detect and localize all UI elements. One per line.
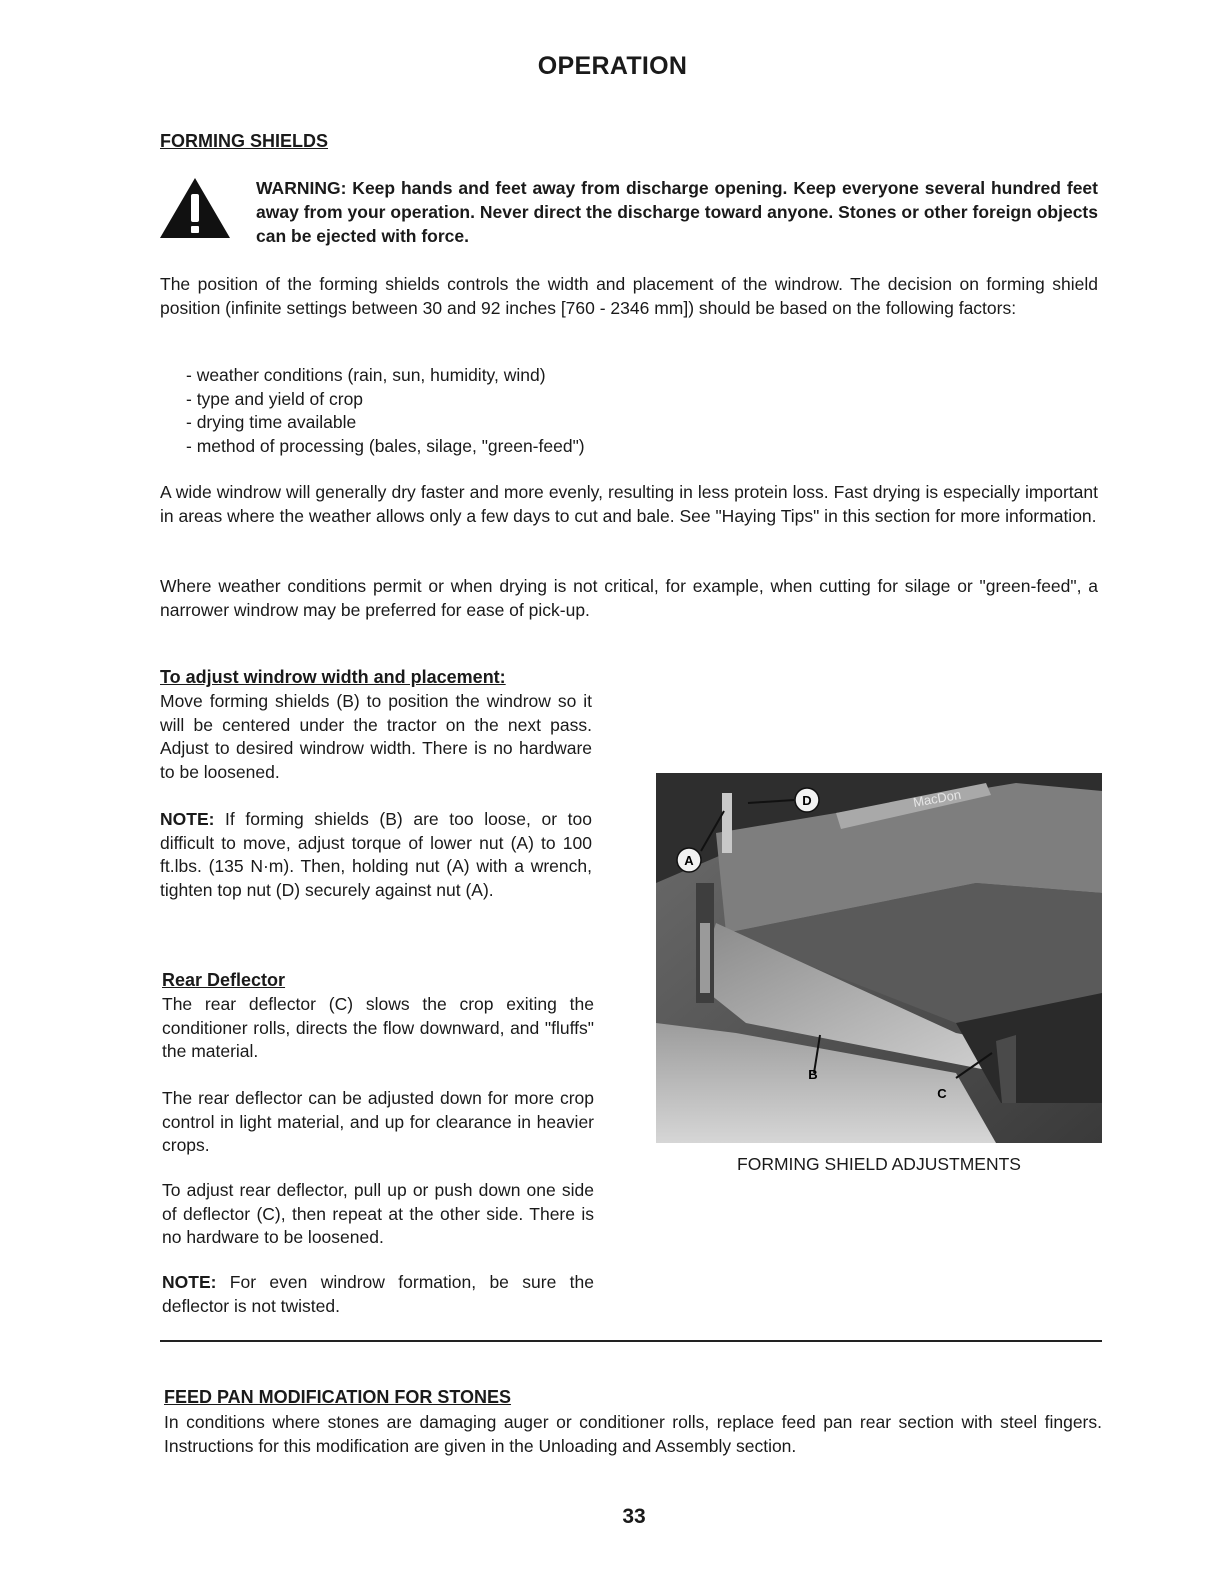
wide-windrow-paragraph: A wide windrow will generally dry faster and more evenly, resulting in less protein loss. Fast drying is especially important in areas where the weather allows only a few days to cut and bale. See "Haying Tips" in this section for more information. xyxy=(160,482,1098,526)
narrow-windrow-paragraph: Where weather conditions permit or when drying is not critical, for example, when cutting for silage or "green-feed", a narrower windrow may be preferred for ease of pick-up. xyxy=(160,576,1098,620)
factor-item: - type and yield of crop xyxy=(186,388,364,409)
label-d: D xyxy=(802,793,812,808)
rear-deflector-paragraph-2: The rear deflector can be adjusted down for more crop control in light material, and up for clearance in heavier crops. xyxy=(162,1088,594,1155)
brand-decal: MacDon xyxy=(911,786,963,810)
feed-pan-paragraph: In conditions where stones are damaging auger or conditioner rolls, replace feed pan rear section with steel fingers. Instructions for this modification are given in the Unloading and Assembly section. xyxy=(164,1412,1102,1456)
page-number: 33 xyxy=(622,1505,646,1528)
adjust-heading: To adjust windrow width and placement: xyxy=(160,667,506,687)
factor-item: - method of processing (bales, silage, "green-feed") xyxy=(186,435,585,456)
forming-shields-heading: FORMING SHIELDS xyxy=(160,131,329,151)
feed-pan-heading: FEED PAN MODIFICATION FOR STONES xyxy=(164,1387,512,1407)
label-a: A xyxy=(684,853,694,868)
rear-deflector-heading: Rear Deflector xyxy=(162,970,286,990)
figure-caption: FORMING SHIELD ADJUSTMENTS xyxy=(737,1154,1021,1174)
rear-deflector-paragraph-1: The rear deflector (C) slows the crop exiting the conditioner rolls, directs the flow downward, and "fluffs" the material. xyxy=(162,994,594,1061)
note-label: NOTE: xyxy=(162,1272,217,1292)
factor-item: - drying time available xyxy=(186,412,357,432)
note-text: For even windrow formation, be sure the deflector is not twisted. xyxy=(162,1272,594,1316)
rear-deflector-paragraph-3: To adjust rear deflector, pull up or push down one side of deflector (C), then repeat at the other side. There is no hardware to be loosened. xyxy=(162,1180,594,1247)
label-c: C xyxy=(937,1086,947,1101)
section-divider xyxy=(160,1340,1102,1342)
forming-shield-photo xyxy=(656,773,1102,1143)
adjust-paragraph: Move forming shields (B) to position the windrow so it will be centered under the tractor on the next pass. Adjust to desired windrow width. There is no hardware to be loosened. xyxy=(160,691,592,782)
rear-deflector-note xyxy=(162,1271,594,1318)
adjust-note xyxy=(160,808,592,902)
forming-shields-intro: The position of the forming shields controls the width and placement of the windrow. The decision on forming shield position (infinite settings between 30 and 92 inches [760 - 2346 mm]) should be based on the following factors: xyxy=(160,274,1098,318)
factor-item: - weather conditions (rain, sun, humidity, wind) xyxy=(186,365,546,385)
page-title: OPERATION xyxy=(537,52,688,80)
factor-list xyxy=(186,364,585,458)
note-label: NOTE: xyxy=(160,809,215,829)
warning-triangle-icon xyxy=(158,176,232,240)
note-text: If forming shields (B) are too loose, or too difficult to move, adjust torque of lower nut (A) to 100 ft.lbs. (135 N·m). Then, holding nut (A) with a wrench, tighten top nut (D) securely against nut (A). xyxy=(160,809,592,900)
label-b: B xyxy=(808,1067,818,1082)
warning-text: WARNING: Keep hands and feet away from discharge opening. Keep everyone several hundred feet away from your operation. Never direct the discharge toward anyone. Stones or other foreign objects can be ejected with force. xyxy=(256,178,1098,246)
